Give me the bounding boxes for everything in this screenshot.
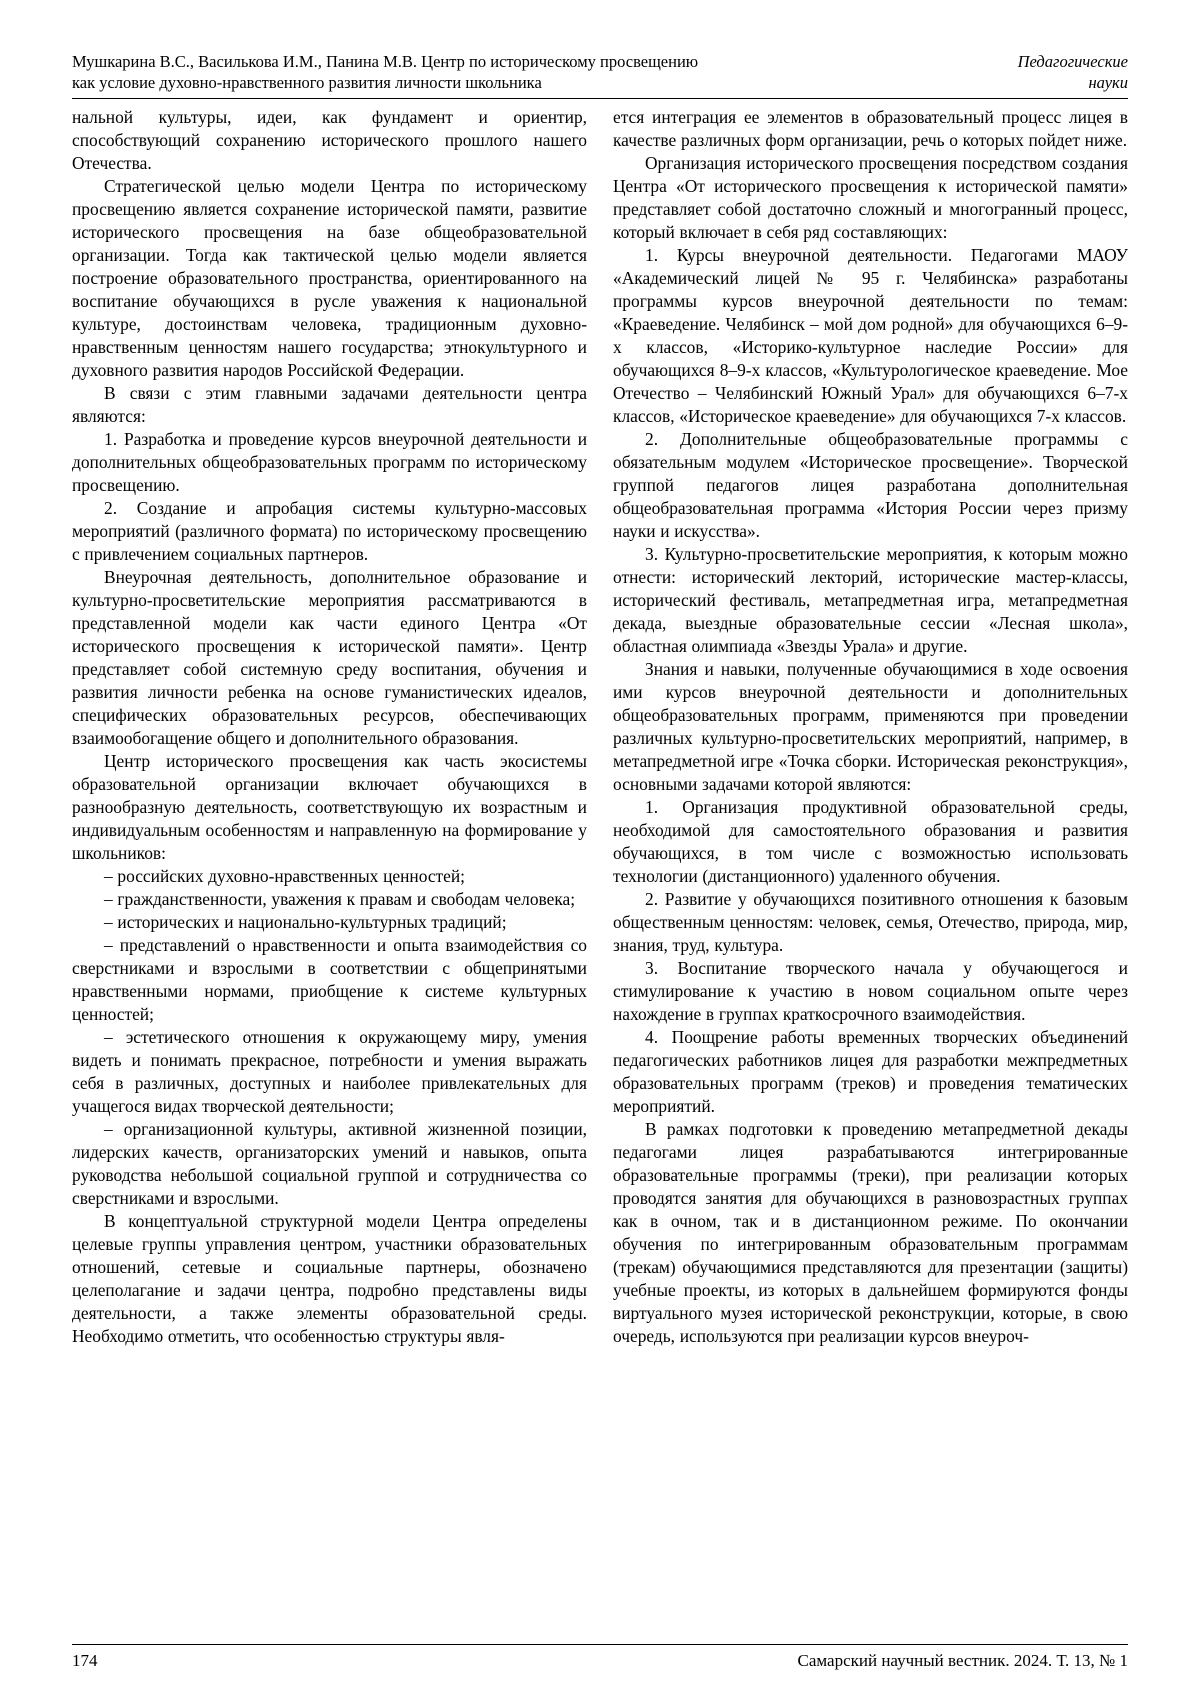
page-footer [72,1631,1128,1671]
paragraph: Внеурочная деятельность, дополнительное образование и культурно-просветительские мероприятия рассматриваются в представленной модели как части единого Центра «От исторического просвещения к исторической памяти». Центр представляет собой системную среду воспитания, обучения и развития личности ребенка на основе гуманистических идеалов, специфических образовательных ресурсов, обеспечивающих взаимообогащение общего и дополнительного образования. [72,567,587,749]
paragraph: Центр исторического просвещения как часть экосистемы образовательной организации включает обучающихся в разнообразную деятельность, соответствующую их возрастным и индивидуальным особенностям и направленную на формирование у школьников: [72,751,587,864]
section-name-line2: науки [1088,72,1128,92]
paragraph: Организация исторического просвещения посредством создания Центра «От исторического просвещения к исторической памяти» представляет собой достаточно сложный и многогранный процесс, который включает в себя ряд составляющих: [613,153,1128,243]
paragraph: 1. Разработка и проведение курсов внеурочной деятельности и дополнительных общеобразовательных программ по историческому просвещению. [72,429,587,496]
running-head [72,52,1128,93]
journal-citation: Самарский научный вестник. 2024. Т. 13, № 1 [797,1651,1128,1670]
paragraph: 2. Развитие у обучающихся позитивного отношения к базовым общественным ценностям: человек, семья, Отечество, природа, мир, знания, труд, культура. [613,889,1128,956]
paragraph: В рамках подготовки к проведению метапредметной декады педагогами лицея разрабатываются интегрированные образовательные программы (треки), при реализации которых проводятся занятия для обучающихся в разновозрастных группах как в очном, так и в дистанционном режиме. По окончании обучения по интегрированным образовательным программам (трекам) обучающимися представляются для презентации (защиты) учебные проекты, из которых в дальнейшем формируются фонды виртуального музея исторической реконструкции, которые, в свою очередь, используются при реализации курсов внеуроч- [613,1119,1128,1347]
paragraph: – российских духовно-нравственных ценностей; [104,866,466,887]
header-rule [72,98,1128,99]
paragraph: 4. Поощрение работы временных творческих объединений педагогических работников лицея для разработки межпредметных образовательных программ (треков) и проведения тематических мероприятий. [613,1027,1128,1117]
paragraph: 2. Дополнительные общеобразовательные программы с обязательным модулем «Историческое просвещение». Творческой группой педагогов лицея разработана дополнительная общеобразовательная программа «История России через призму науки и искусства». [613,429,1128,542]
paragraph: Знания и навыки, полученные обучающимися в ходе освоения ими курсов внеурочной деятельности и дополнительных общеобразовательных программ, применяются при проведении различных культурно-просветительских мероприятий, например, в метапредметной игре «Точка сборки. Историческая реконструкция», основными задачами которой являются: [613,659,1128,795]
section-name-line1: Педагогические [1017,52,1128,71]
paragraph: В концептуальной структурной модели Центра определены целевые группы управления центром, участники образовательных отношений, сетевые и социальные партнеры, обозначено целеполагание и задачи центра, подробно представлены виды деятельности, а также элементы образовательной среды. Необходимо отметить, что особенностью структуры явля- [72,1211,587,1347]
paragraph: 1. Организация продуктивной образовательной среды, необходимой для самостоятельного образования и развития обучающихся, в том числе с возможностью использовать технологии (дистанционного) удаленного обучения. [613,797,1128,887]
paragraph: нальной культуры, идеи, как фундамент и ориентир, способствующий сохранению исторического прошлого нашего Отечества. [72,107,587,174]
paragraph: 3. Воспитание творческого начала у обучающегося и стимулирование к участию в новом социальном опыте через нахождение в группах краткосрочного взаимодействия. [613,958,1128,1025]
paragraph: 2. Создание и апробация системы культурно-массовых мероприятий (различного формата) по историческому просвещению с привлечением социальных партнеров. [72,498,587,565]
running-head-line1: Мушкарина В.С., Василькова И.М., Панина М.В. Центр по историческому просвещению [72,52,699,71]
paragraph: 1. Курсы внеурочной деятельности. Педагогами МАОУ «Академический лицей № 95 г. Челябинска» разработаны программы курсов внеурочной деятельности по темам: «Краеведение. Челябинск – мой дом родной» для обучающихся 6–9-х классов, «Историко-культурное наследие России» для обучающихся 8–9-х классов, «Культурологическое краеведение. Мое Отечество – Челябинский Южный Урал» для обучающихся 6–7-х классов, «Историческое краеведение» для обучающихся 7-х классов. [613,245,1128,427]
paragraph: – гражданственности, уважения к правам и свободам человека; [104,889,576,910]
paragraph: – организационной культуры, активной жизненной позиции, лидерских качеств, организаторских умений и навыков, опыта руководства небольшой социальной группой и сотрудничества со сверстниками и взрослыми. [72,1119,587,1209]
paragraph: – исторических и национально-культурных традиций; [104,912,507,933]
running-head-line2: как условие духовно-нравственного развития личности школьника [72,72,542,92]
paragraph: ется интеграция ее элементов в образовательный процесс лицея в качестве различных форм организации, речь о которых пойдет ниже. [613,107,1128,151]
paragraph: – представлений о нравственности и опыта взаимодействия со сверстниками и взрослыми в соответствии с общепринятыми нравственными нормами, приобщение к системе культурных ценностей; [72,935,587,1025]
article-body [72,106,1128,1631]
paragraph: Стратегической целью модели Центра по историческому просвещению является сохранение исторической памяти, развитие исторического просвещения на базе общеобразовательной организации. Тогда как тактической целью модели является построение образовательного пространства, ориентированного на воспитание обучающихся в русле уважения к национальной культуре, достоинствам человека, традиционным духовно-нравственным ценностям нашего государства; этнокультурного и духовного развития народов Российской Федерации. [72,176,587,381]
right-column [613,106,1128,1631]
paragraph: – эстетического отношения к окружающему миру, умения видеть и понимать прекрасное, потребности и умения выражать себя в различных, доступных и наиболее привлекательных для учащегося видах творческой деятельности; [72,1027,587,1117]
page-number: 174 [72,1651,98,1670]
running-head-authors [72,52,698,93]
footer-row [72,1645,1128,1671]
left-column [72,106,587,1631]
running-head-section [1018,52,1128,93]
paragraph: 3. Культурно-просветительские мероприятия, к которым можно отнести: исторический лекторий, исторические мастер-классы, исторический фестиваль, метапредметная игра, метапредметная декада, выездные образовательные сессии «Лесная школа», областная олимпиада «Звезды Урала» и другие. [613,544,1128,657]
paragraph: В связи с этим главными задачами деятельности центра являются: [72,383,587,427]
